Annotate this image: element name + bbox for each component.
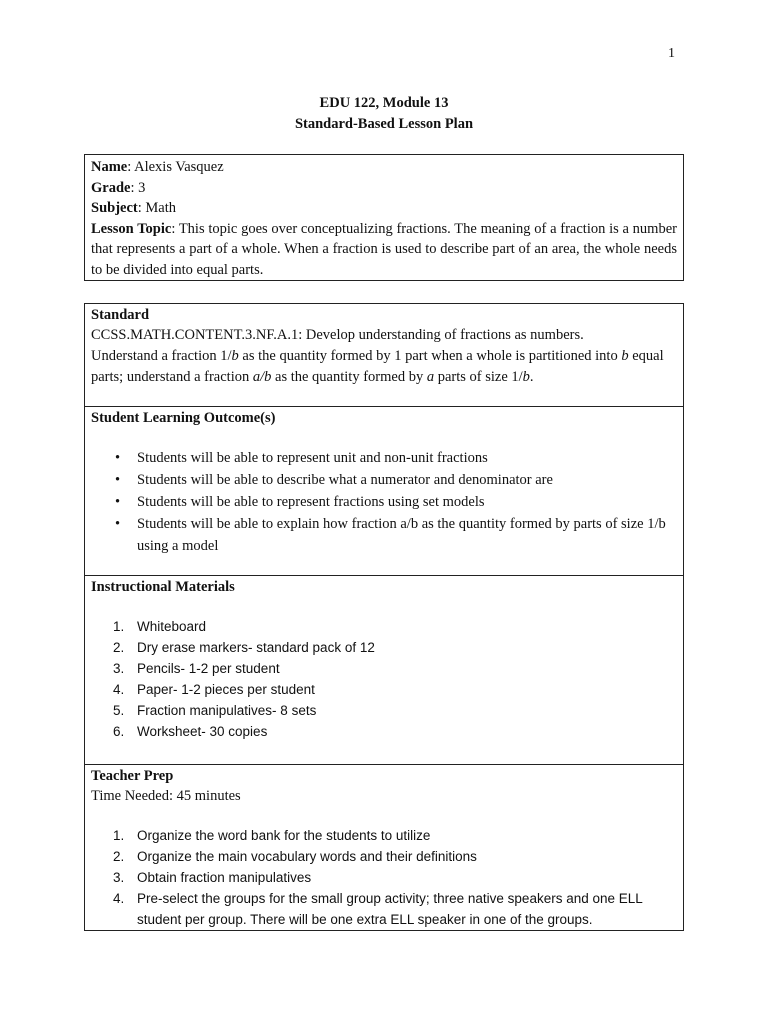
name-value: : Alexis Vasquez (127, 159, 224, 175)
list-item: 4. Pre-select the groups for the small group activity; three native speakers and one ELL student per group. There will be one extra ELL speaker in one of the groups. (113, 891, 643, 927)
plan-title: Standard-Based Lesson Plan (294, 116, 474, 132)
teacher-prep-list (91, 825, 677, 930)
document-title (0, 93, 768, 135)
course-title: EDU 122, Module 13 (319, 95, 449, 111)
standard-text-part: . (529, 369, 534, 385)
list-item-text: Pencils- 1-2 per student (137, 661, 280, 676)
name-row (91, 157, 677, 178)
lesson-topic-value: : This topic goes over conceptualizing fractions. The meaning of a fraction is a number that represents a part of a whole. When a fraction is used to describe part of an area, the whole needs to be divided into equal parts. (91, 220, 677, 278)
standard-heading: Standard (91, 307, 150, 323)
list-item-text: Organize the main vocabulary words and their definitions (137, 849, 477, 864)
lesson-topic-label: Lesson Topic (91, 220, 172, 237)
standard-text-part: equal parts; understand a fraction (91, 348, 664, 385)
standard-text-part: as the quantity formed by (271, 369, 427, 385)
teacher-prep-section (85, 765, 683, 931)
list-item-text: Worksheet- 30 copies (137, 724, 268, 739)
name-label: Name (91, 159, 128, 175)
list-item-text: Obtain fraction manipulatives (137, 870, 312, 885)
list-item: 2. Dry erase markers- standard pack of 12 (113, 640, 375, 655)
list-item: 2. Organize the main vocabulary words and their definitions (113, 849, 477, 864)
standard-description (91, 346, 677, 388)
standard-text-part: parts of size 1/ (434, 369, 523, 385)
standard-slash: / (260, 369, 265, 385)
subject-label: Subject (91, 200, 138, 216)
list-item: 1. Organize the word bank for the students to utilize (113, 828, 431, 843)
standard-text-part: as the quantity formed by 1 part when a whole is partitioned into (238, 348, 622, 364)
standard-var-b: b (522, 369, 530, 385)
list-item: • Students will be able to describe what a numerator and denominator are (91, 469, 677, 491)
list-item-text: Dry erase markers- standard pack of 12 (137, 640, 375, 655)
grade-value: : 3 (130, 179, 146, 196)
standard-var-a: a (426, 369, 435, 385)
lesson-topic-row (91, 219, 677, 281)
lesson-info-box (84, 154, 684, 281)
standard-var-b: b (621, 348, 629, 364)
list-item: 5. Fraction manipulatives- 8 sets (113, 703, 317, 718)
list-item-text: Paper- 1-2 pieces per student (137, 682, 315, 697)
list-item: 6. Worksheet- 30 copies (113, 724, 268, 739)
standard-section (85, 304, 683, 407)
lesson-sections-table (84, 303, 684, 931)
subject-row (91, 198, 677, 219)
subject-value: : Math (137, 200, 176, 216)
list-item: • Students will be able to represent unit and non-unit fractions (91, 447, 677, 469)
standard-text-part: Understand a fraction 1/ (91, 348, 232, 364)
time-needed: Time Needed: 45 minutes (91, 788, 241, 804)
list-item: • Students will be able to explain how fraction a/b as the quantity formed by parts of size 1/b using a model (91, 513, 677, 557)
list-item: • Students will be able to represent fractions using set models (91, 491, 677, 513)
standard-var-b: b (264, 369, 272, 385)
instructional-materials-heading: Instructional Materials (91, 579, 235, 595)
page-number: 1 (668, 46, 675, 61)
learning-outcomes-heading: Student Learning Outcome(s) (91, 410, 276, 426)
grade-row (91, 178, 677, 199)
learning-outcomes-list (91, 447, 677, 557)
list-item: 3. Obtain fraction manipulatives (113, 870, 312, 885)
list-item-text: Organize the word bank for the students to utilize (137, 828, 431, 843)
learning-outcomes-section (85, 407, 683, 576)
list-item: 1. Whiteboard (113, 619, 207, 634)
list-item-text: Pre-select the groups for the small group activity; three native speakers and one ELL student per group. There will be one extra ELL speaker in one of the groups. (137, 891, 643, 927)
list-item-text: Fraction manipulatives- 8 sets (137, 703, 317, 718)
instructional-materials-section (85, 576, 683, 765)
list-item-text: Whiteboard (137, 619, 207, 634)
grade-label: Grade (91, 179, 131, 196)
standard-code: CCSS.MATH.CONTENT.3.NF.A.1: Develop understanding of fractions as numbers. (91, 327, 584, 343)
standard-var-b: b (231, 348, 239, 364)
teacher-prep-heading: Teacher Prep (91, 768, 174, 784)
materials-list (91, 616, 677, 742)
standard-var-a: a (252, 369, 261, 385)
list-item: 4. Paper- 1-2 pieces per student (113, 682, 315, 697)
list-item: 3. Pencils- 1-2 per student (113, 661, 280, 676)
